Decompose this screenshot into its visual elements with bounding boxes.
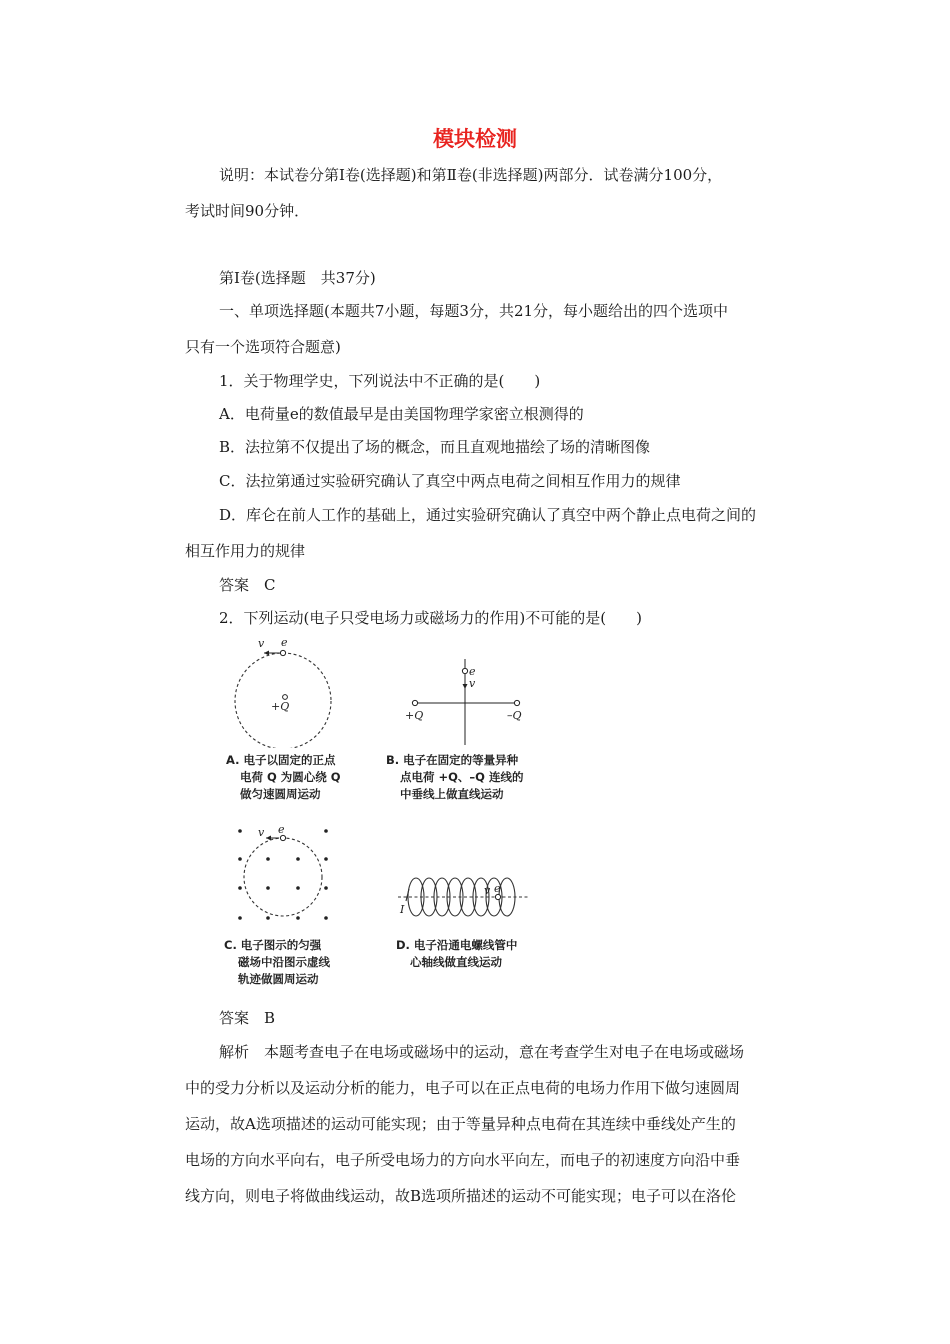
figure-b-velocity-label: v [469,677,476,690]
figure-b-diagram [395,657,535,747]
page-title: 模块检测 [433,127,517,151]
analysis-line-2: 中的受力分析以及运动分析的能力，电子可以在正点电荷的电场力作用下做匀速圆周 [185,1079,741,1097]
figure-c-caption-line: 磁场中沿图示虚线 [238,955,330,969]
question-1-answer: 答案 C [219,576,276,594]
figure-c-diagram [228,822,340,926]
question-1-stem: 1．关于物理学史，下列说法中不正确的是( ) [219,372,541,390]
figure-a-charge-label: +Q [271,700,290,713]
intro-line-1: 说明：本试卷分第Ⅰ卷(选择题)和第Ⅱ卷(非选择题)两部分．试卷满分100分， [219,166,723,184]
analysis-line-4: 电场的方向水平向右，电子所受电场力的方向水平向左，而电子的初速度方向沿中垂 [185,1151,741,1169]
figure-b-caption-line: 中垂线上做直线运动 [400,787,504,801]
figure-d-diagram [394,868,536,928]
figure-c-caption [224,937,330,988]
figure-a-caption-line: 电荷 Q 为圆心绕 Q [240,770,341,784]
figure-b-caption-line: B. 电子在固定的等量异种 [386,753,519,767]
figure-b-positive-charge-label: +Q [405,709,424,722]
question-1-option-d-cont: 相互作用力的规律 [185,542,306,560]
figure-d-current-label: I [400,903,405,916]
figure-d-electron-label: e [494,882,501,895]
section-heading: 第Ⅰ卷(选择题 共37分) [219,269,376,287]
figure-c-caption-line: 轨迹做圆周运动 [238,972,319,986]
figure-c-caption-line: C. 电子图示的匀强 [224,938,322,952]
figure-b-caption [386,752,523,803]
figure-a-diagram [225,632,345,748]
question-2-answer: 答案 B [219,1009,276,1027]
figure-b-caption-line: 点电荷 +Q、–Q 连线的 [400,770,524,784]
analysis-line-1: 解析 本题考查电子在电场或磁场中的运动，意在考查学生对电子在电场或磁场 [219,1043,745,1061]
figure-c-electron-label: e [278,823,285,836]
question-1-option-d: D．库仑在前人工作的基础上，通过实验研究确认了真空中两个静止点电荷之间的 [219,506,757,524]
figure-d-caption-line: 心轴线做直线运动 [410,955,502,969]
figure-a-caption-line: 做匀速圆周运动 [240,787,321,801]
intro-line-2: 考试时间90分钟． [185,202,310,220]
analysis-line-5: 线方向，则电子将做曲线运动，故B选项所描述的运动不可能实现；电子可以在洛伦 [185,1187,737,1205]
figure-a-caption [226,752,341,803]
figure-b-negative-charge-label: –Q [507,709,522,722]
figure-d-caption-line: D. 电子沿通电螺线管中 [396,938,518,952]
question-1-option-a: A．电荷量e的数值最早是由美国物理学家密立根测得的 [219,405,584,423]
question-1-option-c: C．法拉第通过实验研究确认了真空中两点电荷之间相互作用力的规律 [219,472,681,490]
instructions-line-1: 一、单项选择题(本题共7小题，每题3分，共21分，每小题给出的四个选项中 [219,302,729,320]
figure-a-caption-line: A. 电子以固定的正点 [226,753,336,767]
figure-d-caption [396,937,517,971]
question-2-stem: 2．下列运动(电子只受电场力或磁场力的作用)不可能的是( ) [219,609,642,627]
figure-c-velocity-label: v [258,826,265,839]
instructions-line-2: 只有一个选项符合题意) [185,338,341,356]
figure-a-electron-label: e [281,636,288,649]
figure-a-velocity-label: v [258,637,265,650]
figure-b-electron-label: e [469,665,476,678]
analysis-line-3: 运动，故A选项描述的运动可能实现；由于等量异种点电荷在其连续中垂线处产生的 [185,1115,736,1133]
question-1-option-b: B．法拉第不仅提出了场的概念，而且直观地描绘了场的清晰图像 [219,438,651,456]
figure-d-velocity-label: v [484,884,491,897]
